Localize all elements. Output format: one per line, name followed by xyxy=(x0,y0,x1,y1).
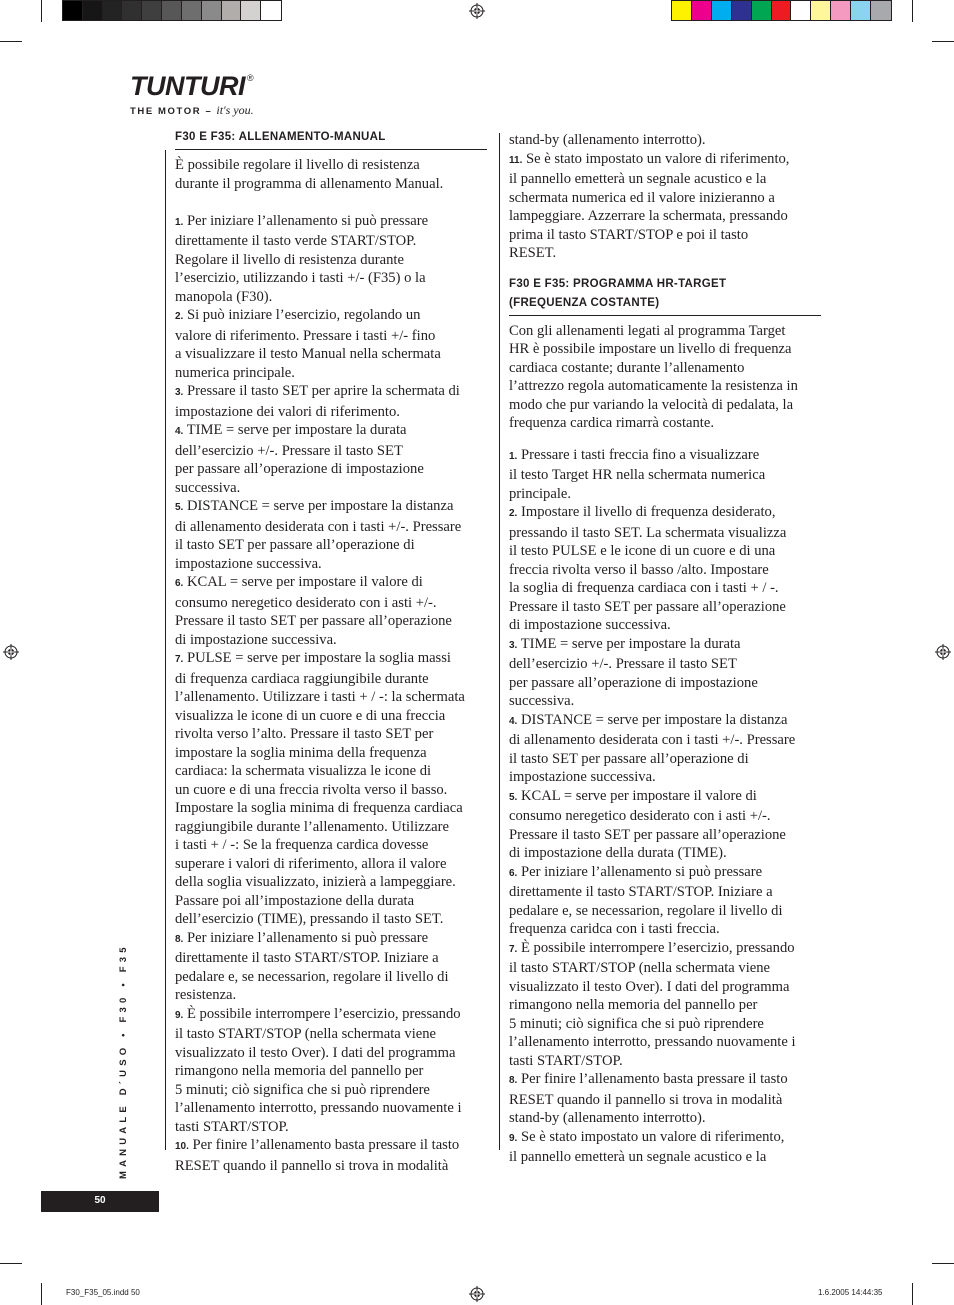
text-line xyxy=(175,306,487,327)
text-line: frequenza caridca con i tasti freccia. xyxy=(509,921,720,937)
text-line xyxy=(175,212,487,233)
text-line: resistenza. xyxy=(175,987,237,1003)
step-text: TIME = serve per impostare la durata xyxy=(517,635,741,652)
crop-mark xyxy=(932,41,954,42)
text-line: F30 E F35: PROGRAMMA HR-TARGET xyxy=(509,277,727,290)
step-number: 8. xyxy=(509,1075,518,1086)
step-number: 8. xyxy=(175,933,184,945)
text-line xyxy=(509,939,821,960)
text-line: pedalare e, se necessarion, regolare il livello di xyxy=(509,902,783,919)
text-line: visualizza le icone di un cuore e di una freccia xyxy=(175,707,446,724)
text-line: schermata numerica ed il valore inizieranno a xyxy=(509,189,775,206)
text-line: superare i valori di riferimento, allora il valore xyxy=(175,855,447,872)
text-line: Con gli allenamenti legati al programma Target xyxy=(509,322,786,339)
step-text: KCAL = serve per impostare il valore di xyxy=(183,574,423,590)
text-line: lampeggiare. Azzerrare la schermata, pressando xyxy=(509,208,788,224)
list-item xyxy=(175,929,487,1005)
text-line xyxy=(509,863,821,884)
color-swatch xyxy=(202,1,222,20)
text-line: tasti START/STOP. xyxy=(509,1052,623,1069)
step-number: 3. xyxy=(175,387,184,398)
text-line: impostazione dei valori di riferimento. xyxy=(175,403,400,420)
color-swatch xyxy=(791,1,811,20)
text-line: rimangono nella memoria del pannello per xyxy=(175,1063,424,1079)
text-line: l’esercizio, utilizzando i tasti +/- (F35) o la xyxy=(175,270,426,286)
text-line: l’allenamento. Utilizzare i tasti + / -: la schermata xyxy=(175,689,465,705)
step-text: Per iniziare l’allenamento si può pressare xyxy=(183,212,429,229)
text-line: HR è possibile impostare un livello di frequenza xyxy=(509,341,792,357)
text-line: frequenza cardica rimarrà costante. xyxy=(509,415,714,431)
step-number: 11. xyxy=(509,154,523,166)
step-text: È possibile interrompere l’esercizio, pressando xyxy=(517,939,795,956)
text-line: il pannello emetterà un segnale acustico e la xyxy=(509,1149,767,1165)
list-item xyxy=(175,382,487,421)
footer-datetime: 1.6.2005 14:44:35 xyxy=(818,1288,883,1297)
text-line: il tasto SET per passare all’operazione di xyxy=(175,537,415,553)
step-number: 2. xyxy=(509,508,518,519)
text-line: RESET quando il pannello si trova in modalità xyxy=(175,1157,449,1174)
text-line xyxy=(175,573,487,594)
text-line: Impostare la soglia minima di frequenza cardiaca xyxy=(175,800,463,816)
text-line: rimangono nella memoria del pannello per xyxy=(509,997,758,1013)
step-number: 4. xyxy=(175,426,184,437)
text-line: successiva. xyxy=(175,479,241,496)
step-list xyxy=(509,446,821,1167)
list-item xyxy=(509,1128,821,1167)
text-line: RESET. xyxy=(509,245,557,261)
text-line xyxy=(509,446,821,467)
manual-sidebar-label: MANUALE D´USO • F30 • F35 xyxy=(118,943,129,1179)
text-line: visualizzato il testo Over). I dati del programma xyxy=(175,1044,456,1061)
text-line: 5 minuti; ciò significa che si può riprendere xyxy=(509,1015,764,1032)
text-line: per passare all’operazione di impostazione xyxy=(509,674,758,691)
text-line: 5 minuti; ciò significa che si può riprendere xyxy=(175,1081,430,1098)
text-line: raggiungibile durante l’allenamento. Utilizzare xyxy=(175,818,449,835)
text-line: della soglia visualizzato, inizierà a lampeggiare. xyxy=(175,874,456,890)
text-line xyxy=(175,421,487,442)
text-line: successiva. xyxy=(509,693,575,709)
text-line: consumo neregetico desiderato con i asti +/-. xyxy=(509,808,771,824)
text-line: il pannello emetterà un segnale acustico e la xyxy=(509,171,767,187)
section-heading-hr-target xyxy=(509,275,821,316)
registered-mark: ® xyxy=(246,73,254,83)
text-line: Pressare il tasto SET per passare all’operazione xyxy=(175,613,452,629)
text-line xyxy=(509,635,821,656)
text-line: di frequenza cardiaca raggiungibile durante xyxy=(175,670,429,687)
text-line: pressando il tasto SET. La schermata visualizza xyxy=(509,524,787,541)
text-line: dell’esercizio (TIME), pressando il tasto SET. xyxy=(175,911,444,927)
list-item xyxy=(509,863,821,939)
text-line: tasti START/STOP. xyxy=(175,1118,289,1135)
logo-wordmark: TUNTURI xyxy=(130,71,245,101)
crop-mark xyxy=(0,41,22,42)
list-item xyxy=(509,503,821,635)
text-line xyxy=(509,1070,821,1091)
text-line: di impostazione della durata (TIME). xyxy=(509,845,727,861)
text-line: Pressare il tasto SET per passare all’operazione xyxy=(509,826,786,843)
list-item xyxy=(509,446,821,504)
color-swatch xyxy=(732,1,752,20)
right-column xyxy=(509,131,821,1167)
step-text: DISTANCE = serve per impostare la distanza xyxy=(517,711,788,728)
color-swatch xyxy=(241,1,261,20)
text-line: manopola (F30). xyxy=(175,288,273,305)
footer-filename: F30_F35_05.indd 50 xyxy=(66,1288,140,1297)
list-item xyxy=(175,497,487,573)
color-swatch xyxy=(182,1,202,20)
intro-paragraph xyxy=(509,322,821,433)
step-list-item xyxy=(509,150,821,263)
step-text: TIME = serve per impostare la durata xyxy=(183,422,407,438)
text-line: cardiaca costante; durante l’allenamento xyxy=(509,359,745,376)
text-line: valore di riferimento. Pressare i tasti +/- fino xyxy=(175,327,436,344)
logo-tagline-italic: it's you. xyxy=(216,103,254,117)
text-line: di allenamento desiderata con i tasti +/-. Pressare xyxy=(509,732,796,748)
list-item xyxy=(175,421,487,497)
list-item xyxy=(175,212,487,307)
left-column-rule xyxy=(165,150,166,1150)
step-text: È possibile interrompere l’esercizio, pressando xyxy=(183,1005,461,1022)
text-line: impostazione successiva. xyxy=(175,555,322,572)
page-number-box xyxy=(41,1191,159,1212)
color-swatch xyxy=(162,1,182,20)
left-column xyxy=(175,128,487,1175)
text-line xyxy=(175,1136,487,1157)
step-number: 6. xyxy=(175,578,184,589)
list-item xyxy=(175,573,487,649)
color-swatch xyxy=(851,1,871,20)
list-item xyxy=(175,1136,487,1175)
text-line: il tasto SET per passare all’operazione di xyxy=(509,750,749,767)
color-swatch xyxy=(63,1,83,20)
color-swatch xyxy=(831,1,851,20)
list-item xyxy=(509,150,821,263)
step-number: 4. xyxy=(509,715,518,727)
text-line: consumo neregetico desiderato con i asti +/-. xyxy=(175,594,437,611)
text-line: di allenamento desiderata con i tasti +/-. Pressare xyxy=(175,518,462,535)
text-line xyxy=(509,1128,821,1149)
step-text: Per iniziare l’allenamento si può pressare xyxy=(183,929,429,946)
text-line: principale. xyxy=(509,485,571,502)
text-line: i tasti + / -: Se la frequenza cardica dovesse xyxy=(175,837,429,853)
text-line: di impostazione successiva. xyxy=(175,631,337,648)
text-line: Regolare il livello di resistenza durante xyxy=(175,251,404,268)
text-line: un cuore e di una freccia rivolta verso il basso. xyxy=(175,781,448,798)
text-line xyxy=(175,1005,487,1026)
crop-mark xyxy=(0,1263,22,1264)
text-line: prima il tasto START/STOP e poi il tasto xyxy=(509,226,749,243)
step-list xyxy=(175,212,487,1176)
color-swatch xyxy=(712,1,732,20)
text-line xyxy=(509,150,821,171)
list-item xyxy=(509,635,821,711)
center-column-rule xyxy=(499,133,500,1150)
page-number: 50 xyxy=(94,1195,106,1206)
step-number: 6. xyxy=(509,867,518,879)
text-line: Pressare il tasto SET per passare all’operazione xyxy=(509,598,786,615)
text-line: il testo Target HR nella schermata numerica xyxy=(509,467,766,483)
step-text: DISTANCE = serve per impostare la distanza xyxy=(183,498,454,514)
text-line: impostazione successiva. xyxy=(509,769,656,785)
list-item xyxy=(509,787,821,863)
text-line xyxy=(175,929,487,950)
text-line: visualizzato il testo Over). I dati del programma xyxy=(509,978,790,995)
logo-tagline: THE MOTOR – xyxy=(130,106,213,117)
color-swatch xyxy=(871,1,891,20)
text-line: direttamente il tasto START/STOP. Iniziare a xyxy=(175,950,439,966)
color-swatch xyxy=(261,1,281,20)
text-line xyxy=(509,787,821,808)
crop-mark xyxy=(932,1263,954,1264)
text-line: la soglia di frequenza cardiaca con i tasti + / -. xyxy=(509,580,779,596)
text-line: direttamente il tasto START/STOP. Iniziare a xyxy=(509,884,773,900)
text-line: dell’esercizio +/-. Pressare il tasto SET xyxy=(509,656,737,672)
color-swatch xyxy=(142,1,162,20)
intro-paragraph xyxy=(175,156,487,193)
step-number: 9. xyxy=(175,1009,184,1021)
text-line: dell’esercizio +/-. Pressare il tasto SET xyxy=(175,442,403,459)
text-line xyxy=(175,497,487,518)
text-line: cardiaca: la schermata visualizza le icone di xyxy=(175,763,432,779)
text-line xyxy=(175,649,487,670)
color-swatch xyxy=(122,1,142,20)
step-text: Pressare i tasti freccia fino a visualizzare xyxy=(517,446,760,463)
text-line: È possibile regolare il livello di resistenza xyxy=(175,157,420,173)
step-text: KCAL = serve per impostare il valore di xyxy=(517,787,757,804)
text-line: modo che pur variando la velocità di pedalata, la xyxy=(509,396,794,413)
step-text: Se è stato impostato un valore di riferimento, xyxy=(522,150,790,167)
text-line xyxy=(509,503,821,524)
section-heading-manual: F30 E F35: ALLENAMENTO-MANUAL xyxy=(175,128,487,150)
process-color-bar xyxy=(671,0,892,21)
text-line: di impostazione successiva. xyxy=(509,617,671,633)
registration-mark-icon xyxy=(935,644,951,660)
color-swatch xyxy=(752,1,772,20)
step-number: 3. xyxy=(509,639,518,651)
step-number: 7. xyxy=(509,943,518,955)
text-line: freccia rivolta verso il basso /alto. Impostare xyxy=(509,561,769,578)
crop-mark xyxy=(912,1283,913,1305)
list-item xyxy=(509,711,821,787)
step-number: 9. xyxy=(509,1132,518,1144)
color-swatch xyxy=(672,1,692,20)
text-line: RESET quando il pannello si trova in modalità xyxy=(509,1091,783,1108)
tunturi-logo xyxy=(130,73,254,119)
text-line: rivolta verso l’alto. Pressare il tasto SET per xyxy=(175,726,434,742)
step-text: Per finire l’allenamento basta pressare il tasto xyxy=(188,1137,460,1153)
step-text: Per finire l’allenamento basta pressare il tasto xyxy=(517,1071,788,1087)
color-swatch xyxy=(692,1,712,20)
step-text: Si può iniziare l’esercizio, regolando un xyxy=(183,307,421,323)
text-line: a visualizzare il testo Manual nella schermata xyxy=(175,346,441,362)
color-swatch xyxy=(811,1,831,20)
registration-mark-icon xyxy=(3,644,19,660)
text-line: l’allenamento interrotto, pressando nuovamente i xyxy=(509,1034,796,1050)
registration-mark-icon xyxy=(469,1286,485,1302)
list-item xyxy=(509,1070,821,1128)
text-line: numerica principale. xyxy=(175,364,295,381)
color-swatch xyxy=(83,1,103,20)
list-item xyxy=(175,649,487,929)
step-text: PULSE = serve per impostare la soglia massi xyxy=(183,650,451,666)
list-item xyxy=(175,1005,487,1137)
color-swatch xyxy=(222,1,242,20)
crop-mark xyxy=(41,1283,42,1305)
crop-mark xyxy=(41,0,42,22)
step-number: 1. xyxy=(175,216,184,228)
list-item xyxy=(509,939,821,1071)
color-swatch xyxy=(103,1,123,20)
color-swatch xyxy=(772,1,792,20)
step-text: Se è stato impostato un valore di riferimento, xyxy=(517,1128,785,1145)
text-line: il tasto START/STOP (nella schermata viene xyxy=(175,1026,436,1042)
step-number: 5. xyxy=(509,791,518,803)
crop-mark xyxy=(912,0,913,22)
grayscale-color-bar xyxy=(62,0,282,21)
continued-text: stand-by (allenamento interrotto). xyxy=(509,132,706,148)
text-line: direttamente il tasto verde START/STOP. xyxy=(175,233,417,249)
text-line: per passare all’operazione di impostazione xyxy=(175,461,424,477)
registration-mark-icon xyxy=(469,3,485,19)
step-number: 1. xyxy=(509,450,518,462)
step-text: Per iniziare l’allenamento si può pressare xyxy=(517,863,763,880)
text-line: durante il programma di allenamento Manual. xyxy=(175,175,444,192)
step-number: 2. xyxy=(175,311,184,322)
text-line: impostare la soglia minima della frequenza xyxy=(175,744,427,761)
step-number: 5. xyxy=(175,502,184,513)
text-line: pedalare e, se necessarion, regolare il livello di xyxy=(175,968,449,985)
text-line xyxy=(509,711,821,732)
step-number: 10. xyxy=(175,1141,189,1152)
text-line xyxy=(175,382,487,403)
text-line: il testo PULSE e le icone di un cuore e di una xyxy=(509,543,776,559)
text-line: l’allenamento interrotto, pressando nuovamente i xyxy=(175,1100,462,1116)
text-line: il tasto START/STOP (nella schermata viene xyxy=(509,960,770,976)
step-text: Impostare il livello di frequenza desiderato, xyxy=(517,504,776,520)
step-number: 7. xyxy=(175,654,184,665)
text-line: Passare poi all’impostazione della durata xyxy=(175,892,415,909)
step-text: Pressare il tasto SET per aprire la schermata di xyxy=(183,383,460,399)
list-item xyxy=(175,306,487,382)
text-line: stand-by (allenamento interrotto). xyxy=(509,1110,706,1126)
text-line: l’attrezzo regola automaticamente la resistenza in xyxy=(509,378,798,394)
text-line: (FREQUENZA COSTANTE) xyxy=(509,296,660,309)
